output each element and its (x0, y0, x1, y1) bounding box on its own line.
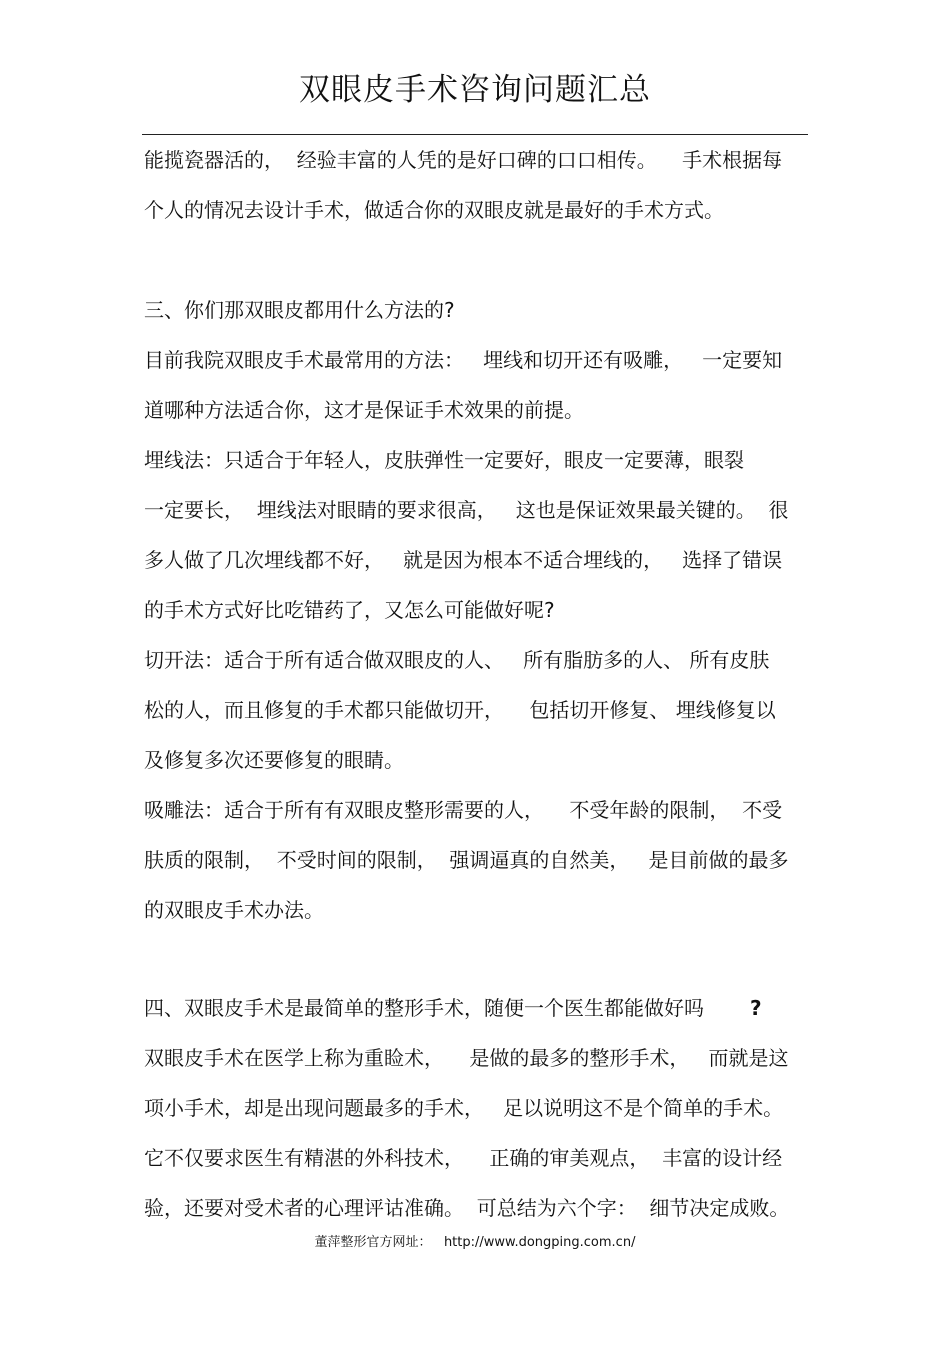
paragraph-line: 吸雕法：适合于所有有双眼皮整形需要的人， 不受年龄的限制， 不受 (144, 798, 783, 822)
section-heading-4-text: 四、双眼皮手术是最简单的整形手术，随便一个医生都能做好吗 (144, 996, 704, 1020)
paragraph-line: 的手术方式好比吃错药了，又怎么可能做好呢? (144, 598, 555, 622)
paragraph-line: 双眼皮手术在医学上称为重睑术， 是做的最多的整形手术， 而就是这 (144, 1046, 789, 1070)
paragraph-line: 肤质的限制， 不受时间的限制， 强调逼真的自然美， 是目前做的最多 (144, 848, 789, 872)
paragraph-line: 埋线法：只适合于年轻人，皮肤弹性一定要好，眼皮一定要薄，眼裂 (144, 448, 744, 472)
section-heading-4 (144, 994, 814, 1022)
page-title: 双眼皮手术咨询问题汇总 (299, 72, 651, 108)
paragraph-line: 个人的情况去设计手术，做适合你的双眼皮就是最好的手术方式。 (144, 198, 724, 222)
paragraph-line: 项小手术，却是出现问题最多的手术， 足以说明这不是个简单的手术。 (144, 1096, 784, 1120)
footer-website: 董萍整形官方网址： http://www.dongping.com.cn/ (314, 1235, 636, 1250)
paragraph-line: 能揽瓷器活的， 经验丰富的人凭的是好口碑的口口相传。 手术根据每 (144, 148, 783, 172)
paragraph-line: 它不仅要求医生有精湛的外科技术， 正确的审美观点， 丰富的设计经 (144, 1146, 783, 1170)
paragraph-line: 的双眼皮手术办法。 (144, 898, 324, 922)
paragraph-line: 一定要长， 埋线法对眼睛的要求很高， 这也是保证效果最关键的。 很 (144, 498, 789, 522)
question-mark: ? (750, 996, 762, 1020)
paragraph-line: 验，还要对受术者的心理评诂准确。 可总结为六个字： 细节决定成败。 (144, 1196, 790, 1220)
paragraph-line: 目前我院双眼皮手术最常用的方法： 埋线和切开还有吸雕， 一定要知 (144, 348, 783, 372)
paragraph-line: 切开法：适合于所有适合做双眼皮的人、 所有脂肪多的人、 所有皮肤 (144, 648, 770, 672)
paragraph-line: 多人做了几次埋线都不好， 就是因为根本不适合埋线的， 选择了错误 (144, 548, 783, 572)
section-heading-3: 三、你们那双眼皮都用什么方法的? (144, 298, 455, 322)
paragraph-line: 道哪种方法适合你，这才是保证手术效果的前提。 (144, 398, 584, 422)
paragraph-line: 及修复多次还要修复的眼睛。 (144, 748, 404, 772)
paragraph-line: 松的人，而且修复的手术都只能做切开， 包括切开修复、 埋线修复以 (144, 698, 776, 722)
title-divider (142, 134, 808, 135)
